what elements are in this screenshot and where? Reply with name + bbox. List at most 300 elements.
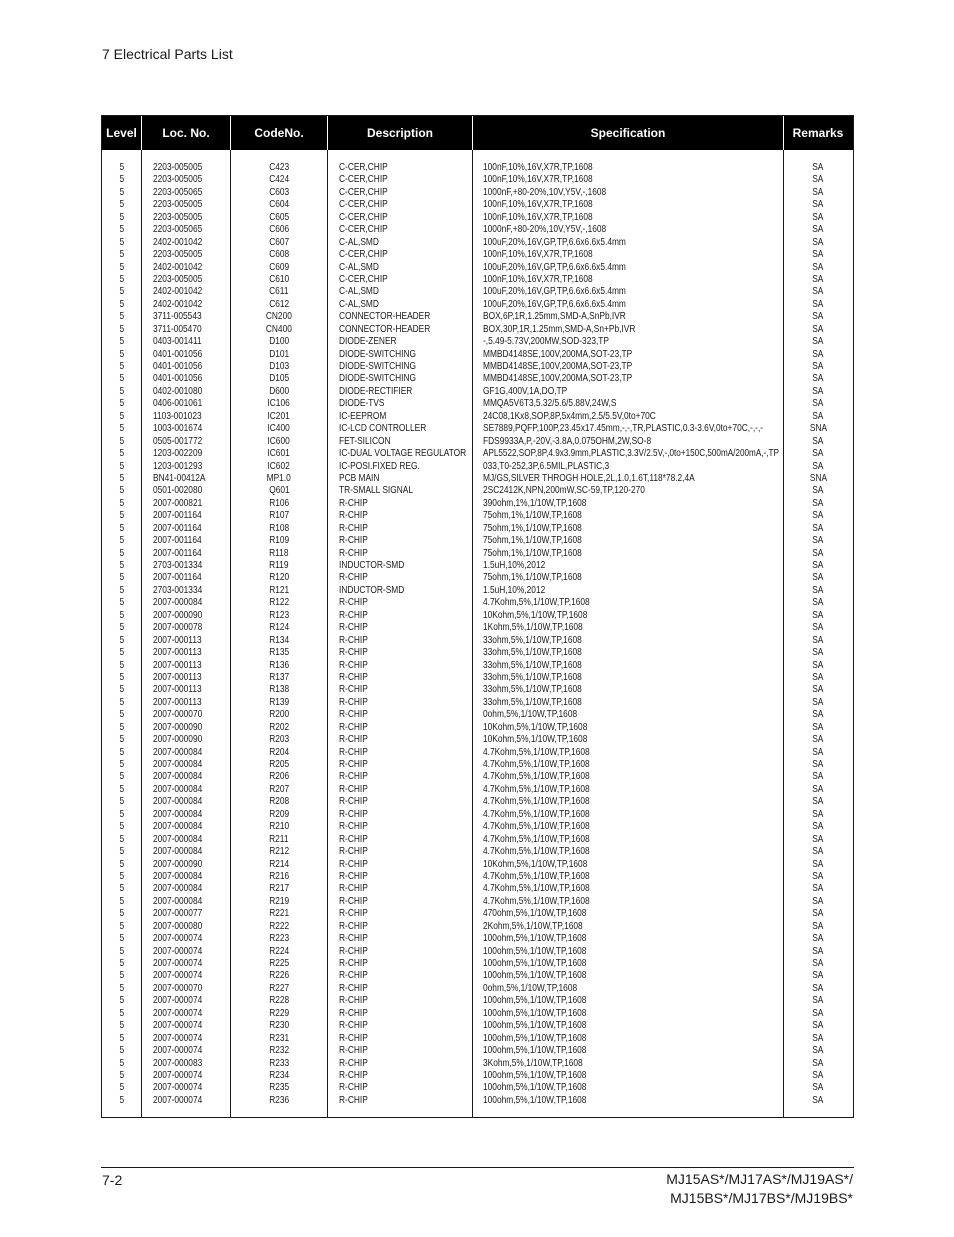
cell-specification	[473, 921, 783, 933]
cell-text: 5	[119, 199, 124, 211]
cell-text: C-CER,CHIP	[339, 249, 388, 261]
cell-text: SA	[812, 821, 824, 833]
cell-text: 5	[119, 485, 124, 497]
cell-remarks	[784, 386, 852, 398]
cell-loc-no	[142, 224, 230, 236]
cell-description	[328, 1082, 472, 1094]
cell-remarks	[784, 572, 852, 584]
cell-text: 2703-001334	[153, 584, 203, 596]
cell-loc-no	[142, 436, 230, 448]
cell-text: SA	[812, 560, 824, 571]
cell-text: SA	[812, 958, 824, 969]
cell-loc-no	[142, 523, 230, 535]
cell-code-no	[231, 921, 327, 933]
cell-remarks	[784, 262, 852, 274]
cell-text: 100uF,20%,16V,GP,TP,6.6x6.6x5.4mm	[483, 236, 626, 248]
cell-code-no	[231, 871, 327, 883]
cell-remarks	[784, 1020, 852, 1032]
cell-text: R-CHIP	[339, 821, 368, 833]
cell-description	[328, 908, 472, 920]
cell-text: 2007-001164	[153, 535, 202, 547]
cell-code-no	[231, 199, 327, 211]
cell-loc-no	[142, 709, 230, 721]
cell-text: 2007-000074	[153, 1032, 203, 1044]
cell-text: 0ohm,5%,1/10W,TP,1608	[483, 982, 578, 994]
cell-text: SE7889,PQFP,100P,23.45x17.45mm,-,-,TR,PLASTIC,0.3-3.6V,0to+70C,-,-,-	[483, 423, 764, 435]
cell-description	[328, 660, 472, 672]
cell-description	[328, 759, 472, 771]
cell-level	[102, 299, 141, 311]
cell-specification	[473, 336, 783, 348]
cell-level	[102, 933, 141, 945]
cell-code-no	[231, 622, 327, 634]
cell-text: 4.7Kohm,5%,1/10W,TP,1608	[483, 783, 590, 795]
cell-text: 5	[119, 597, 124, 609]
cell-loc-no	[142, 1082, 230, 1094]
cell-text: 2007-000084	[153, 883, 203, 895]
cell-text: C603	[269, 186, 289, 198]
cell-text: 5	[119, 634, 124, 646]
footer-divider	[101, 1167, 854, 1168]
cell-remarks	[784, 697, 852, 709]
cell-text: 10Kohm,5%,1/10W,TP,1608	[483, 734, 588, 746]
cell-text: 0406-001061	[153, 398, 203, 410]
cell-loc-no	[142, 946, 230, 958]
cell-specification	[473, 908, 783, 920]
cell-description	[328, 324, 472, 336]
cell-description	[328, 1058, 472, 1070]
cell-loc-no	[142, 373, 230, 385]
cell-text: 2203-005065	[153, 224, 203, 236]
cell-description	[328, 958, 472, 970]
cell-specification	[473, 212, 783, 224]
cell-remarks	[784, 448, 852, 460]
cell-remarks	[784, 672, 852, 684]
cell-text: R-CHIP	[339, 1094, 368, 1106]
cell-text: 100ohm,5%,1/10W,TP,1608	[483, 1020, 587, 1032]
cell-specification	[473, 572, 783, 584]
cell-level	[102, 274, 141, 286]
cell-text: 390ohm,1%,1/10W,TP,1608	[483, 497, 587, 509]
cell-specification	[473, 871, 783, 883]
cell-level	[102, 572, 141, 584]
cell-text: 2007-000084	[153, 771, 203, 783]
cell-text: 2703-001334	[153, 560, 203, 571]
cell-level	[102, 883, 141, 895]
cell-text: 2007-000074	[153, 970, 203, 982]
cell-level	[102, 896, 141, 908]
cell-specification	[473, 473, 783, 485]
cell-level	[102, 535, 141, 547]
cell-code-no	[231, 684, 327, 696]
cell-description	[328, 722, 472, 734]
cell-text: SA	[812, 796, 824, 808]
cell-loc-no	[142, 684, 230, 696]
cell-text: C424	[269, 174, 289, 186]
cell-text: 4.7Kohm,5%,1/10W,TP,1608	[483, 895, 590, 907]
cell-text: SA	[812, 647, 824, 659]
cell-specification	[473, 224, 783, 236]
cell-text: SA	[812, 236, 824, 248]
cell-text: SA	[812, 174, 824, 186]
cell-text: R-CHIP	[339, 696, 368, 708]
cell-text: SA	[812, 298, 824, 310]
cell-description	[328, 473, 472, 485]
cell-text: 2007-000083	[153, 1057, 203, 1069]
cell-loc-no	[142, 871, 230, 883]
cell-text: C612	[269, 298, 289, 310]
cell-text: BN41-00412A	[153, 472, 206, 484]
cell-text: 33ohm,5%,1/10W,TP,1608	[483, 659, 582, 671]
cell-text: 2007-000077	[153, 908, 203, 920]
cell-text: 5	[119, 448, 124, 460]
cell-text: 2007-001164	[153, 510, 202, 522]
cell-level	[102, 473, 141, 485]
cell-text: 4.7Kohm,5%,1/10W,TP,1608	[483, 771, 590, 783]
cell-text: 5	[119, 895, 124, 907]
cell-specification	[473, 635, 783, 647]
cell-loc-no	[142, 958, 230, 970]
cell-text: 5	[119, 174, 124, 186]
cell-text: R219	[269, 895, 289, 907]
cell-text: 5	[119, 982, 124, 994]
cell-text: R-CHIP	[339, 510, 368, 522]
cell-code-no	[231, 249, 327, 261]
cell-specification	[473, 361, 783, 373]
cell-text: 5	[119, 1094, 124, 1106]
cell-text: 4.7Kohm,5%,1/10W,TP,1608	[483, 796, 590, 808]
cell-code-no	[231, 548, 327, 560]
cell-text: R-CHIP	[339, 958, 368, 969]
cell-specification	[473, 398, 783, 410]
cell-text: 2007-000113	[153, 634, 202, 646]
cell-text: 1003-001674	[153, 423, 203, 435]
cell-text: 2203-005005	[153, 273, 203, 285]
cell-text: 5	[119, 883, 124, 895]
cell-loc-no	[142, 672, 230, 684]
cell-text: 5	[119, 796, 124, 808]
cell-remarks	[784, 498, 852, 510]
cell-remarks	[784, 523, 852, 535]
cell-text: 5	[119, 336, 124, 348]
cell-text: SA	[812, 535, 824, 547]
cell-text: R226	[269, 970, 289, 982]
cell-text: 5	[119, 759, 124, 770]
column-loc-no	[142, 150, 231, 1117]
cell-loc-no	[142, 485, 230, 497]
cell-text: R118	[269, 547, 289, 559]
cell-level	[102, 921, 141, 933]
cell-description	[328, 647, 472, 659]
cell-description	[328, 834, 472, 846]
cell-remarks	[784, 1082, 852, 1094]
cell-level	[102, 784, 141, 796]
cell-description	[328, 485, 472, 497]
cell-remarks	[784, 373, 852, 385]
cell-text: R224	[269, 945, 289, 957]
cell-loc-no	[142, 1058, 230, 1070]
cell-description	[328, 535, 472, 547]
cell-text: 5	[119, 783, 124, 795]
cell-text: 5	[119, 1057, 124, 1069]
cell-text: 2402-001042	[153, 261, 203, 273]
cell-specification	[473, 510, 783, 522]
cell-code-no	[231, 597, 327, 609]
cell-specification	[473, 349, 783, 361]
cell-text: SA	[812, 982, 824, 994]
cell-code-no	[231, 896, 327, 908]
cell-text: R216	[269, 870, 289, 882]
cell-loc-no	[142, 896, 230, 908]
cell-loc-no	[142, 398, 230, 410]
cell-text: SA	[812, 1007, 824, 1019]
cell-text: R204	[269, 746, 289, 758]
cell-text: 2007-000113	[153, 696, 202, 708]
cell-remarks	[784, 436, 852, 448]
cell-description	[328, 1095, 472, 1107]
cell-text: R-CHIP	[339, 1032, 368, 1044]
cell-remarks	[784, 722, 852, 734]
cell-description	[328, 448, 472, 460]
cell-text: 5	[119, 958, 124, 969]
cell-remarks	[784, 162, 852, 174]
cell-text: R-CHIP	[339, 870, 368, 882]
cell-text: 5	[119, 273, 124, 285]
cell-text: 2007-000090	[153, 721, 203, 733]
cell-remarks	[784, 411, 852, 423]
cell-description	[328, 461, 472, 473]
cell-text: R-CHIP	[339, 783, 368, 795]
cell-text: 0505-001772	[153, 435, 203, 447]
cell-text: SA	[812, 671, 824, 683]
cell-specification	[473, 485, 783, 497]
cell-text: SA	[812, 286, 824, 298]
cell-loc-no	[142, 199, 230, 211]
cell-level	[102, 324, 141, 336]
cell-text: 5	[119, 609, 124, 621]
cell-description	[328, 249, 472, 261]
cell-loc-no	[142, 697, 230, 709]
cell-text: 0401-001056	[153, 348, 203, 360]
cell-text: SA	[812, 186, 824, 198]
cell-code-no	[231, 946, 327, 958]
cell-description	[328, 398, 472, 410]
cell-text: 33ohm,5%,1/10W,TP,1608	[483, 647, 582, 659]
cell-level	[102, 436, 141, 448]
cell-text: SA	[812, 858, 824, 870]
cell-text: R225	[269, 958, 289, 969]
cell-code-no	[231, 846, 327, 858]
cell-code-no	[231, 473, 327, 485]
cell-text: 1.5uH,10%,2012	[483, 560, 546, 571]
cell-text: R-CHIP	[339, 721, 368, 733]
cell-text: SA	[812, 771, 824, 783]
cell-description	[328, 709, 472, 721]
cell-code-no	[231, 386, 327, 398]
cell-specification	[473, 174, 783, 186]
cell-level	[102, 398, 141, 410]
cell-text: R223	[269, 933, 289, 945]
cell-code-no	[231, 523, 327, 535]
cell-level	[102, 386, 141, 398]
cell-text: SA	[812, 162, 824, 173]
cell-remarks	[784, 398, 852, 410]
cell-text: R136	[269, 659, 289, 671]
cell-description	[328, 1008, 472, 1020]
cell-text: R-CHIP	[339, 659, 368, 671]
cell-remarks	[784, 921, 852, 933]
cell-text: C-CER,CHIP	[339, 162, 388, 173]
cell-level	[102, 1020, 141, 1032]
cell-level	[102, 224, 141, 236]
cell-text: 2007-000074	[153, 995, 203, 1007]
cell-text: 5	[119, 1045, 124, 1057]
cell-remarks	[784, 560, 852, 572]
cell-level	[102, 1070, 141, 1082]
cell-text: 5	[119, 311, 124, 323]
cell-level	[102, 361, 141, 373]
cell-text: C423	[269, 162, 289, 173]
cell-text: R214	[269, 858, 289, 870]
cell-level	[102, 373, 141, 385]
cell-text: R109	[269, 535, 289, 547]
cell-specification	[473, 821, 783, 833]
cell-description	[328, 212, 472, 224]
cell-code-no	[231, 498, 327, 510]
cell-text: 100uF,20%,16V,GP,TP,6.6x6.6x5.4mm	[483, 261, 626, 273]
cell-text: 1000nF,+80-20%,10V,Y5V,-,1608	[483, 186, 607, 198]
cell-text: 5	[119, 622, 124, 634]
cell-text: 2007-000074	[153, 1069, 203, 1081]
cell-text: 5	[119, 249, 124, 261]
cell-text: C604	[269, 199, 289, 211]
cell-remarks	[784, 970, 852, 982]
cell-text: R206	[269, 771, 289, 783]
cell-level	[102, 349, 141, 361]
cell-specification	[473, 286, 783, 298]
cell-text: 2007-000084	[153, 746, 203, 758]
cell-loc-no	[142, 324, 230, 336]
cell-text: SA	[812, 895, 824, 907]
cell-text: IC600	[267, 435, 291, 447]
cell-specification	[473, 162, 783, 174]
cell-specification	[473, 199, 783, 211]
cell-text: R-CHIP	[339, 734, 368, 746]
cell-text: APL5522,SOP,8P,4.9x3.9mm,PLASTIC,3.3V/2.5V,-,0to+150C,500mA/200mA,-,TP	[483, 448, 779, 460]
cell-loc-no	[142, 237, 230, 249]
cell-text: SA	[812, 870, 824, 882]
cell-text: 33ohm,5%,1/10W,TP,1608	[483, 684, 582, 696]
cell-remarks	[784, 896, 852, 908]
cell-remarks	[784, 336, 852, 348]
cell-text: SA	[812, 460, 824, 472]
cell-level	[102, 709, 141, 721]
cell-loc-no	[142, 722, 230, 734]
cell-loc-no	[142, 834, 230, 846]
cell-specification	[473, 187, 783, 199]
cell-text: R-CHIP	[339, 547, 368, 559]
cell-text: 5	[119, 908, 124, 920]
cell-code-no	[231, 398, 327, 410]
cell-text: 100ohm,5%,1/10W,TP,1608	[483, 1032, 587, 1044]
cell-text: R-CHIP	[339, 535, 368, 547]
cell-text: 5	[119, 1007, 124, 1019]
cell-text: PCB MAIN	[339, 472, 380, 484]
cell-text: R-CHIP	[339, 622, 368, 634]
cell-text: R-CHIP	[339, 1020, 368, 1032]
cell-level	[102, 672, 141, 684]
cell-code-no	[231, 747, 327, 759]
cell-description	[328, 373, 472, 385]
cell-remarks	[784, 883, 852, 895]
cell-text: R122	[269, 597, 289, 609]
cell-code-no	[231, 1095, 327, 1107]
cell-text: INDUCTOR-SMD	[339, 560, 405, 571]
cell-text: 0403-001411	[153, 336, 202, 348]
cell-text: DIODE-SWITCHING	[339, 348, 417, 360]
cell-text: SA	[812, 273, 824, 285]
cell-text: 75ohm,1%,1/10W,TP,1608	[483, 572, 582, 584]
cell-code-no	[231, 610, 327, 622]
cell-text: DIODE-SWITCHING	[339, 373, 417, 385]
cell-specification	[473, 262, 783, 274]
column-header-remarks: Remarks	[792, 126, 844, 140]
cell-text: IC-POSI.FIXED REG.	[339, 460, 420, 472]
cell-remarks	[784, 535, 852, 547]
cell-code-no	[231, 660, 327, 672]
cell-level	[102, 846, 141, 858]
cell-loc-no	[142, 809, 230, 821]
cell-loc-no	[142, 1020, 230, 1032]
cell-text: C606	[269, 224, 289, 236]
cell-text: R134	[269, 634, 289, 646]
cell-text: SA	[812, 1057, 824, 1069]
cell-text: MP1.0	[266, 472, 292, 484]
cell-text: SA	[812, 348, 824, 360]
cell-text: SA	[812, 547, 824, 559]
cell-remarks	[784, 349, 852, 361]
cell-description	[328, 684, 472, 696]
cell-text: R-CHIP	[339, 846, 368, 858]
column-specification	[473, 150, 784, 1117]
cell-text: 4.7Kohm,5%,1/10W,TP,1608	[483, 746, 590, 758]
cell-level	[102, 697, 141, 709]
cell-loc-no	[142, 635, 230, 647]
cell-text: 5	[119, 1069, 124, 1081]
cell-remarks	[784, 660, 852, 672]
cell-code-no	[231, 299, 327, 311]
cell-description	[328, 560, 472, 572]
table-body	[102, 150, 853, 1117]
cell-loc-no	[142, 660, 230, 672]
cell-text: 2007-000090	[153, 734, 203, 746]
cell-text: SA	[812, 211, 824, 223]
cell-text: 2007-000078	[153, 622, 203, 634]
cell-level	[102, 796, 141, 808]
cell-level	[102, 1082, 141, 1094]
cell-text: SA	[812, 510, 824, 522]
cell-code-no	[231, 510, 327, 522]
cell-text: 5	[119, 410, 124, 422]
cell-text: 2007-000074	[153, 1007, 203, 1019]
cell-text: R-CHIP	[339, 609, 368, 621]
cell-remarks	[784, 510, 852, 522]
cell-specification	[473, 784, 783, 796]
cell-description	[328, 510, 472, 522]
cell-remarks	[784, 485, 852, 497]
cell-text: 2007-000084	[153, 783, 203, 795]
cell-text: SA	[812, 1082, 824, 1094]
